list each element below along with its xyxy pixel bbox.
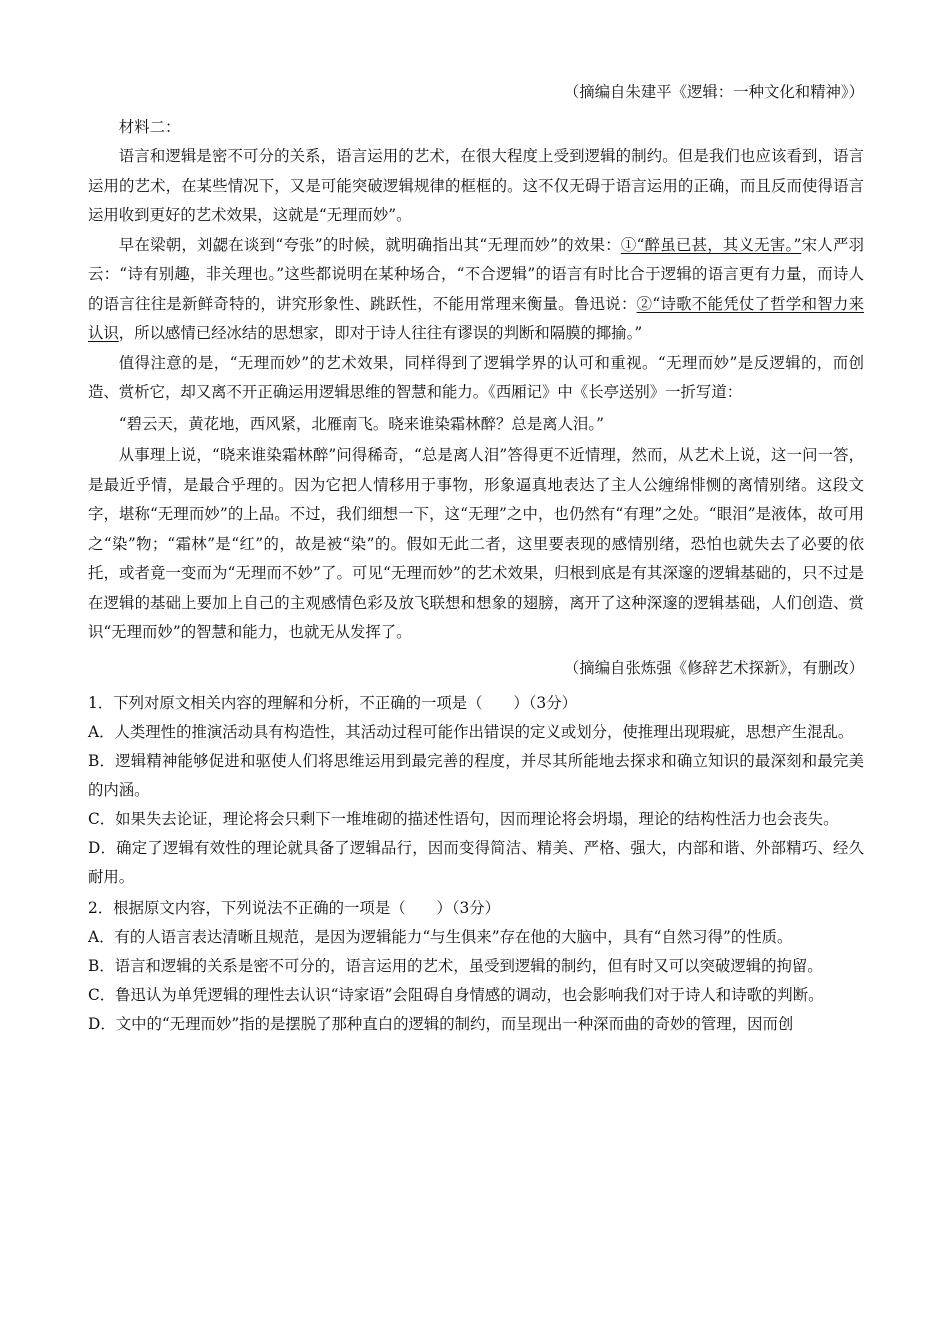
paragraph-text: 宋人严羽云：“诗有别趣，非关理也。”这些都说明在某种场合，“不合逻辑”的语言有时比合于逻辑的语言更有力量，而诗人的语言往往是新鲜奇特的，讲究形象性、跳跃性，不能用常理来衡量。鲁迅说：	[88, 235, 864, 313]
paragraph-text: 早在梁朝，刘勰在谈到“夸张”的时候，就明确指出其“无理而妙”的效果：	[118, 235, 621, 254]
option-d[interactable]: D．确定了逻辑有效性的理论就具备了逻辑品行，因而变得简洁、精美、严格、强大，内部和谐、外部精巧、经久耐用。	[88, 838, 864, 886]
source-citation-2: （摘编自张炼强《修辞艺术探新》，有删改）	[563, 658, 864, 677]
poem-quote: “碧云天，黄花地，西风紧，北雁南飞。晓来谁染霜林醉？总是离人泪。”	[118, 414, 604, 433]
source-citation-1: （摘编自朱建平《逻辑：一种文化和精神》）	[563, 83, 864, 101]
document-page	[88, 72, 864, 1039]
question-stem: 2．根据原文内容，下列说法不正确的一项是（ ）（3分）	[88, 898, 501, 917]
question-2	[88, 894, 864, 1039]
option-b[interactable]: B．逻辑精神能够促进和驱使人们将思维运用到最完善的程度，并尽其所能地去探求和确立知识的最深刻和最完美的内涵。	[88, 751, 864, 799]
question-1	[88, 689, 864, 892]
material-2-paragraph-2	[88, 231, 864, 349]
underlined-quote-1: ①“醉虽已甚，其义无害。”	[620, 235, 802, 254]
paragraph-text: ，所以感情已经冰结的思想家，即对于诗人往往有谬误的判断和隔膜的揶揄。”	[118, 324, 643, 342]
option-d[interactable]: D．文中的“无理而妙”指的是摆脱了那种直白的逻辑的制约，而呈现出一种深而曲的奇妙的管理，因而创	[88, 1014, 794, 1033]
option-c[interactable]: C．如果失去论证，理论将会只剩下一堆堆砌的描述性语句，因而理论将会坍塌，理论的结构性活力也会丧失。	[88, 809, 839, 828]
option-c[interactable]: C．鲁迅认为单凭逻辑的理性去认识“诗家语”会阻碍自身情感的调动，也会影响我们对于诗人和诗歌的判断。	[88, 985, 824, 1004]
option-a[interactable]: A．人类理性的推演活动具有构造性，其活动过程可能作出错误的定义或划分，使推理出现瑕疵，思想产生混乱。	[88, 722, 854, 741]
material-2-paragraph-3: 值得注意的是，“无理而妙”的艺术效果，同样得到了逻辑学界的认可和重视。“无理而妙”是反逻辑的，而创造、赏析它，却又离不开正确运用逻辑思维的智慧和能力。《西厢记》中《长亭送别》一折写道：	[88, 353, 864, 401]
material-2-paragraph-4: 从事理上说，“晓来谁染霜林醉”问得稀奇，“总是离人泪”答得更不近情理，然而，从艺术上说，这一问一答，是最近乎情，是最合乎理的。因为它把人情移用于事物，形象逼真地表达了主人公缠绵悱恻的离情别绪。这段文字，堪称“无理而妙”的上品。不过，我们细想一下，这“无理”之中，也仍然有“有理”之处。“眼泪”是液体，故可用之“染”物；“霜林”是“红”的，故是被“染”的。假如无此二者，这里要表现的感情别绪，恐怕也就失去了必要的依托，或者竟一变而为“无理而不妙”了。可见“无理而妙”的艺术效果，归根到底是有其深邃的逻辑基础的，只不过是在逻辑的基础上要加上自己的主观感情色彩及放飞联想和想象的翅膀，离开了这种深邃的逻辑基础，人们创造、赏识“无理而妙”的智慧和能力，也就无从发挥了。	[88, 446, 864, 641]
material-2-label: 材料二：	[118, 118, 181, 136]
material-2-paragraph-1: 语言和逻辑是密不可分的关系，语言运用的艺术，在很大程度上受到逻辑的制约。但是我们也应该看到，语言运用的艺术，在某些情况下，又是可能突破逻辑规律的框框的。这不仅无碍于语言运用的正确，而且反而使得语言运用收到更好的艺术效果，这就是“无理而妙”。	[88, 147, 864, 224]
option-b[interactable]: B．语言和逻辑的关系是密不可分的，语言运用的艺术，虽受到逻辑的制约，但有时又可以突破逻辑的拘留。	[88, 956, 823, 975]
underlined-quote-2: ②“诗歌不能凭仗了哲学和智力来认识	[88, 294, 864, 342]
option-a[interactable]: A．有的人语言表达清晰且规范，是因为逻辑能力“与生俱来”存在他的大脑中，具有“自然习得”的性质。	[88, 927, 793, 946]
question-stem: 1．下列对原文相关内容的理解和分析，不正确的一项是（ ）（3分）	[88, 693, 577, 712]
